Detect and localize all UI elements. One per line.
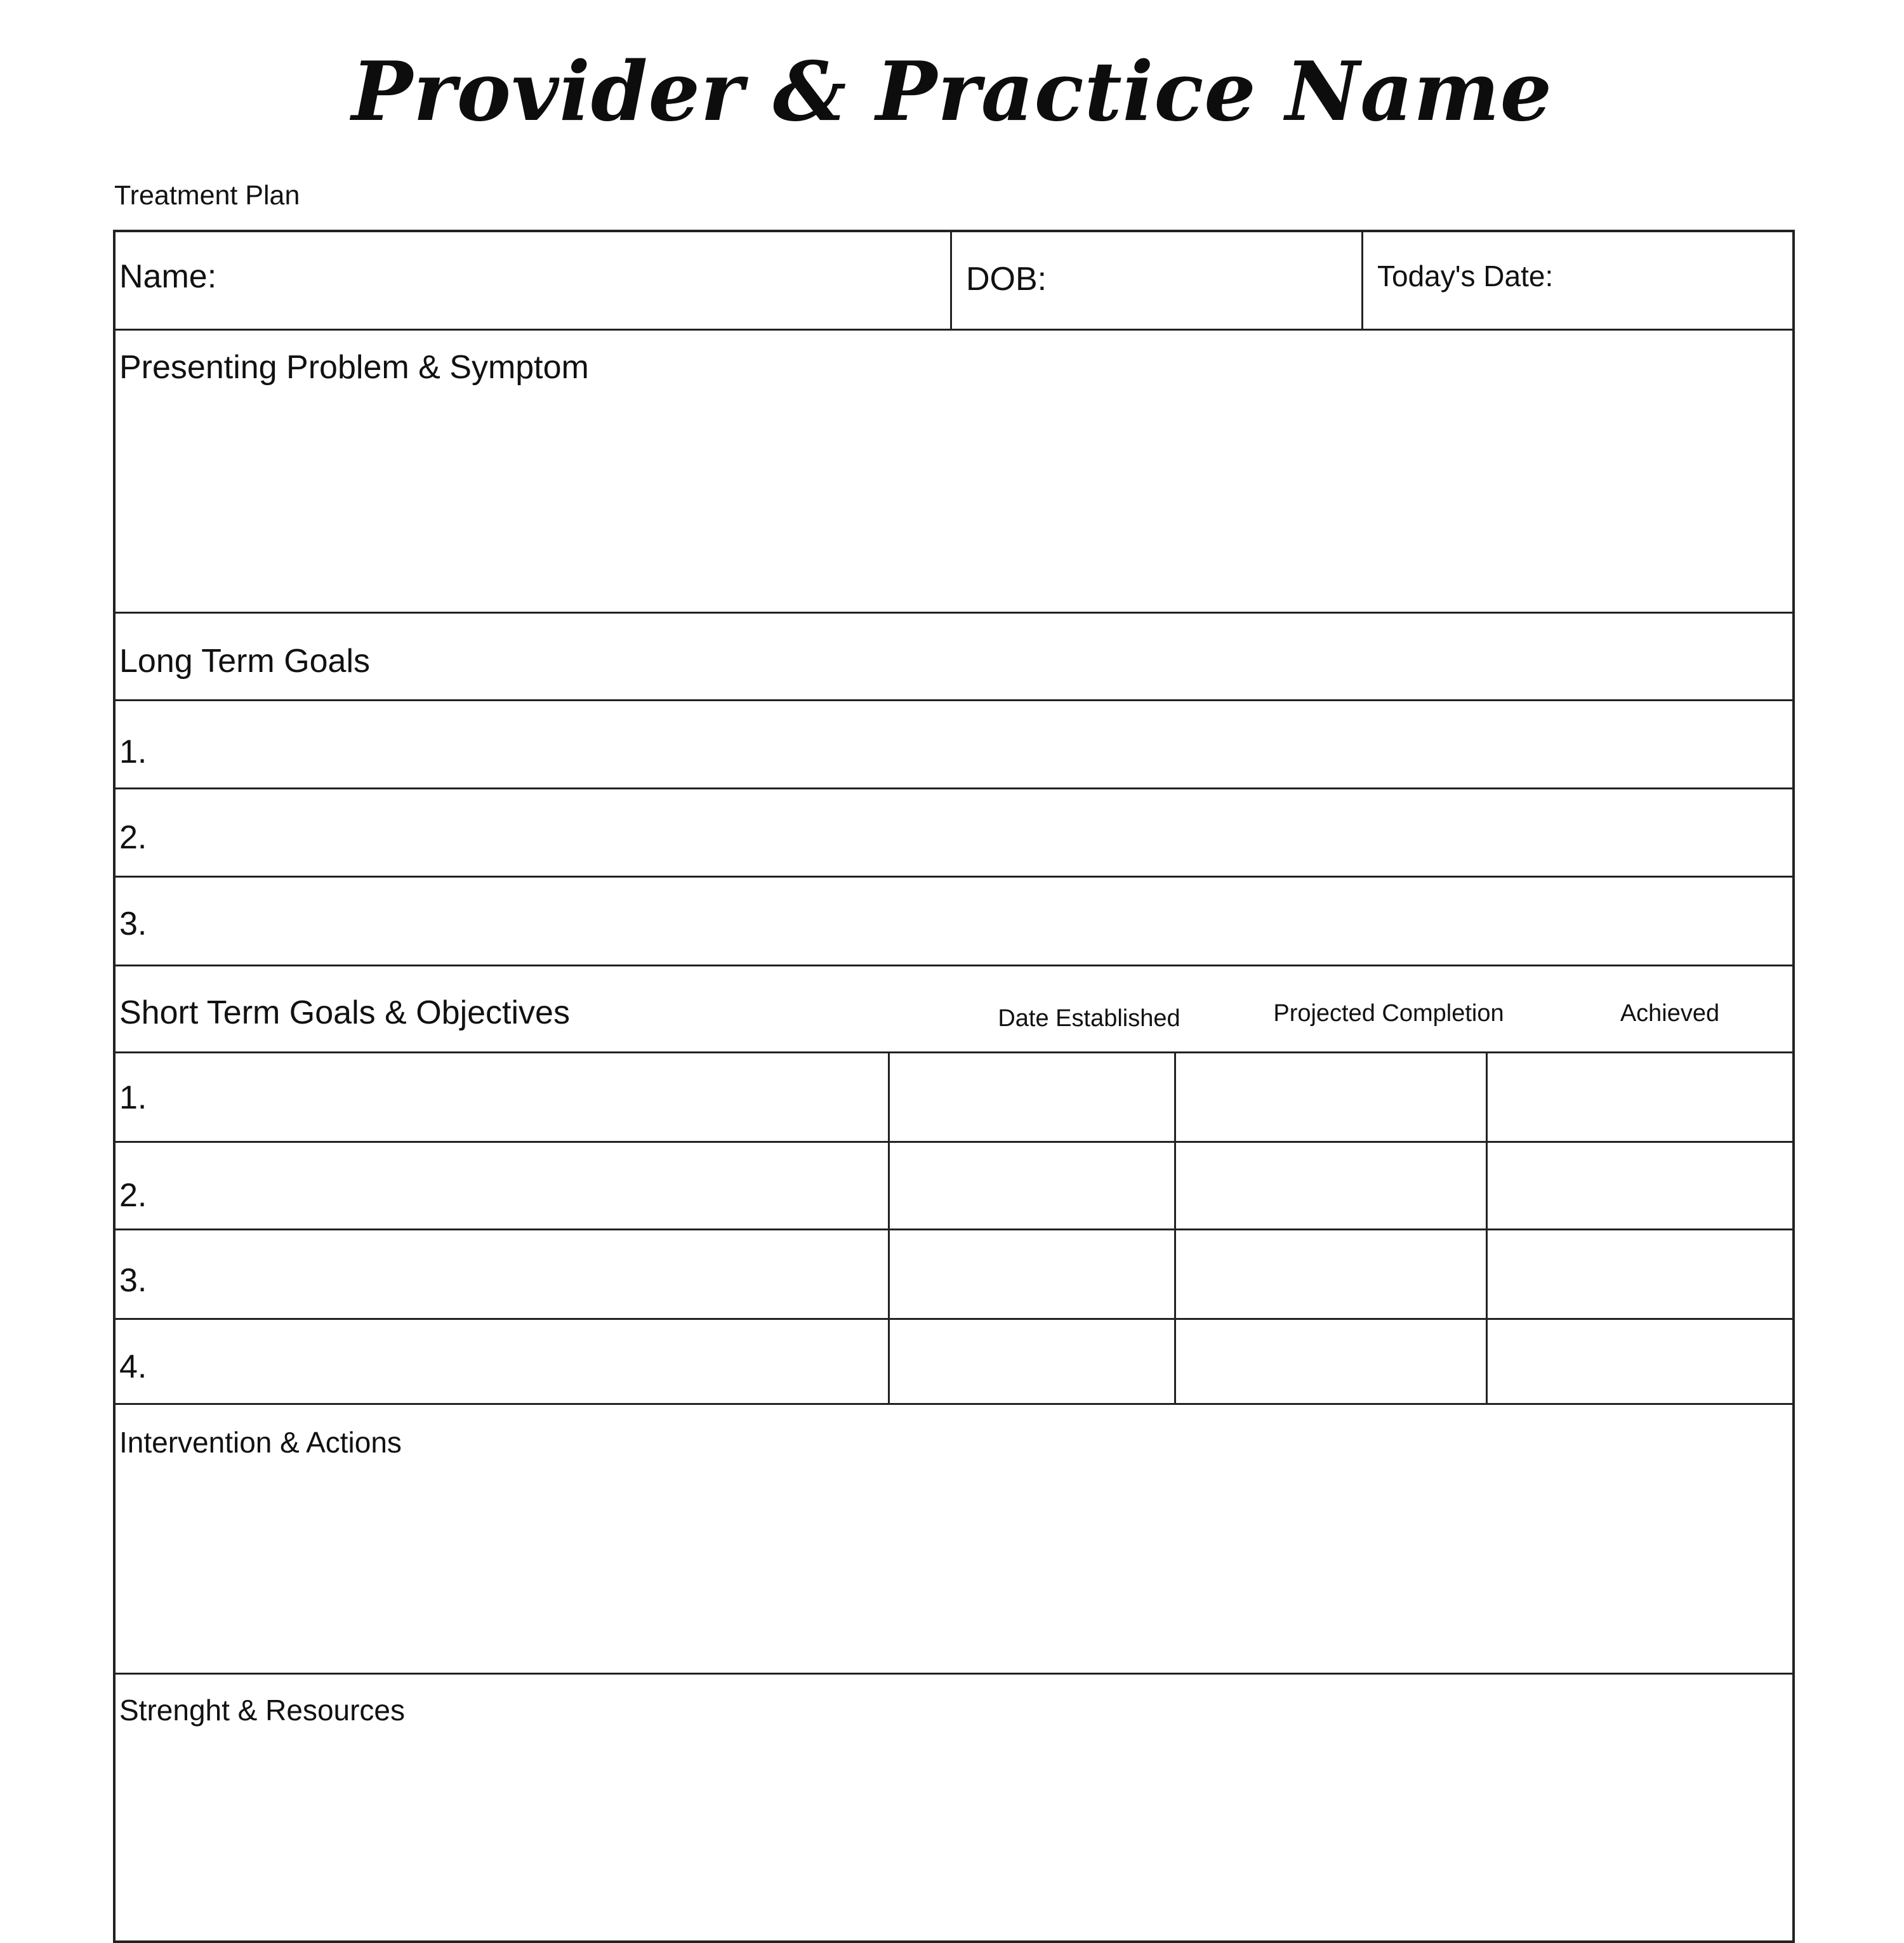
- treatment-plan-form: [113, 230, 1795, 1943]
- short-term-goal-number: 2.: [119, 1177, 147, 1214]
- practice-title: Provider & Practice Name: [351, 44, 1553, 140]
- short-term-goal-number: 4.: [119, 1348, 147, 1385]
- todays-date-label: Today's Date:: [1377, 260, 1554, 293]
- long-term-goal-number: 2.: [119, 819, 147, 856]
- divider: [116, 1673, 1795, 1675]
- projected-completion-header: Projected Completion: [1273, 1000, 1504, 1027]
- dob-label: DOB:: [966, 261, 1047, 298]
- achieved-header: Achieved: [1620, 1000, 1720, 1027]
- strengths-resources-label: Strenght & Resources: [119, 1694, 406, 1727]
- column-divider: [1174, 1051, 1176, 1403]
- short-term-goal-number: 3.: [119, 1262, 147, 1299]
- divider: [116, 965, 1795, 966]
- form-title: Treatment Plan: [114, 180, 300, 211]
- divider: [116, 612, 1795, 614]
- divider: [116, 699, 1795, 701]
- divider: [116, 876, 1795, 878]
- name-label: Name:: [119, 258, 217, 295]
- short-term-goal-number: 1.: [119, 1079, 147, 1116]
- divider: [116, 329, 1795, 331]
- column-divider: [888, 1051, 890, 1403]
- presenting-problem-label: Presenting Problem & Symptom: [119, 349, 589, 386]
- divider: [116, 1318, 1795, 1320]
- column-divider: [1486, 1051, 1488, 1403]
- long-term-goal-number: 3.: [119, 906, 147, 942]
- divider: [116, 1141, 1795, 1143]
- divider: [116, 1228, 1795, 1230]
- divider: [116, 1051, 1795, 1053]
- divider: [116, 1403, 1795, 1405]
- long-term-goal-number: 1.: [119, 734, 147, 770]
- date-established-header: Date Established: [998, 1005, 1180, 1032]
- long-term-goals-label: Long Term Goals: [119, 643, 371, 680]
- divider: [1361, 232, 1363, 329]
- divider: [950, 232, 952, 329]
- divider: [116, 787, 1795, 789]
- short-term-goals-label: Short Term Goals & Objectives: [119, 994, 570, 1031]
- intervention-actions-label: Intervention & Actions: [119, 1426, 402, 1459]
